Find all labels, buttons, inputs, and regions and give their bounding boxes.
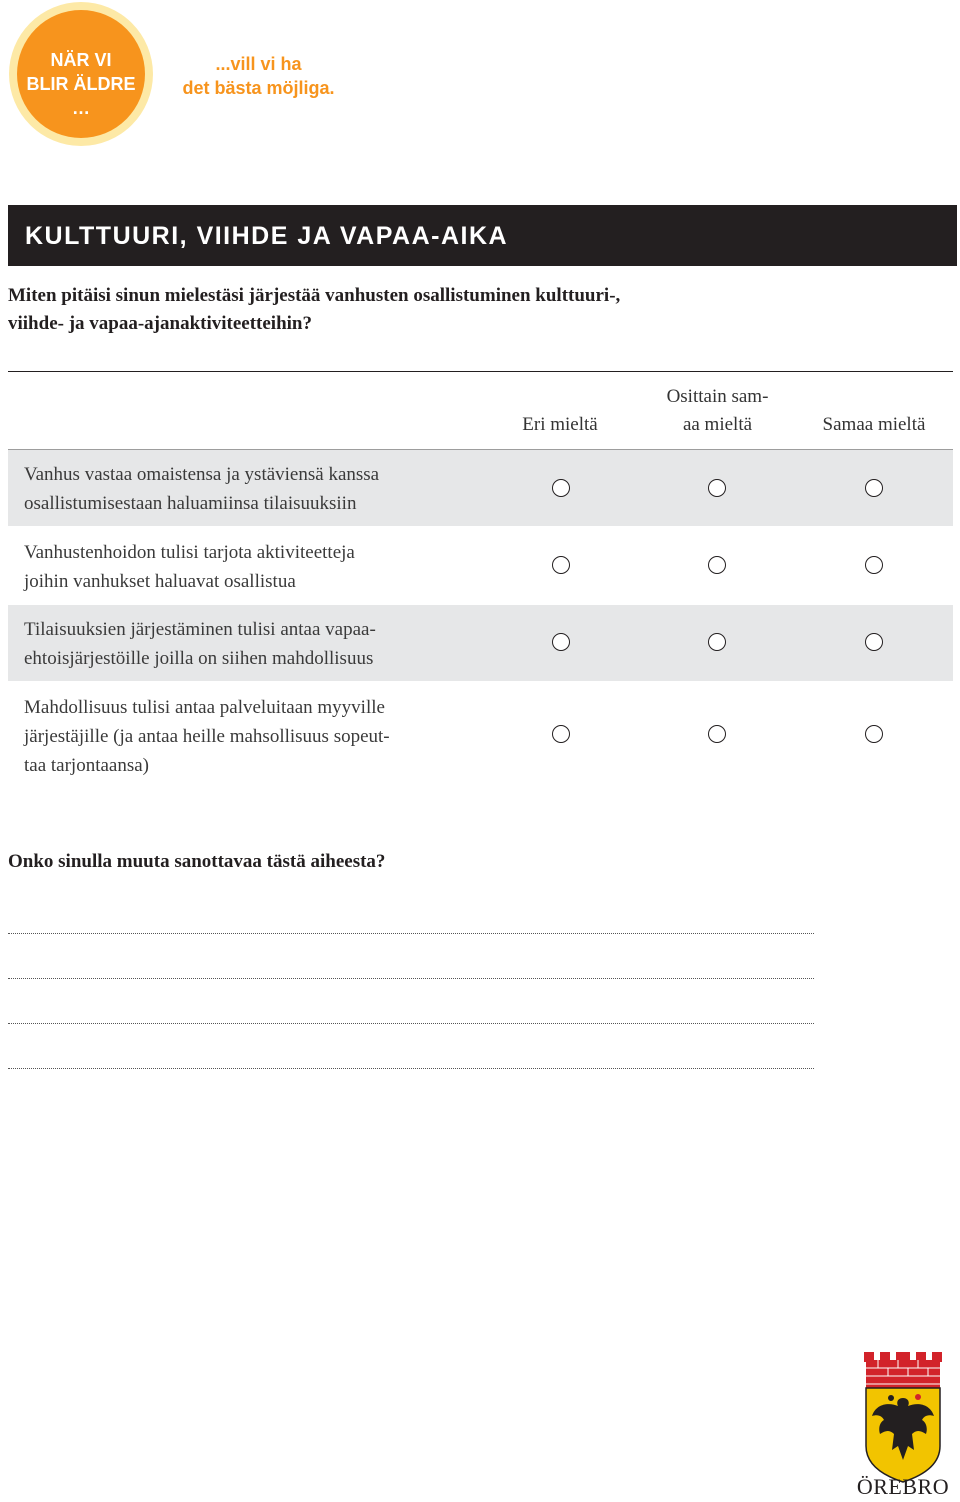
statement-row-1 — [8, 450, 953, 526]
statement-1-line-2: osallistumisestaan haluamiinsa tilaisuuksiin — [24, 493, 357, 514]
section-title: KULTTUURI, VIIHDE JA VAPAA-AIKA — [25, 222, 509, 250]
question-open: Onko sinulla muuta sanottavaa tästä aiheesta? — [8, 851, 386, 872]
statement-4-line-1: Mahdollisuus tulisi antaa palveluitaan myyville — [24, 697, 385, 718]
radio-row4-agree[interactable] — [865, 725, 883, 743]
statement-1-line-1: Vanhus vastaa omaistensa ja ystäviensä kanssa — [24, 464, 380, 485]
statement-2-line-1: Vanhustenhoidon tulisi tarjota aktiviteetteja — [24, 542, 355, 563]
column-header-partly-agree-line-1: Osittain sam- — [666, 386, 769, 407]
answer-line-2[interactable] — [8, 978, 814, 979]
logo-circle — [17, 10, 145, 138]
tagline-line-1: ...vill vi ha — [215, 54, 302, 74]
statement-3-line-2: ehtoisjärjestöille joilla on siihen mahdollisuus — [24, 648, 374, 669]
radio-row3-partly-agree[interactable] — [708, 633, 726, 651]
statement-row-4 — [8, 682, 953, 788]
question-main — [8, 282, 908, 338]
statement-text-1 — [24, 460, 464, 518]
statement-text-4 — [24, 693, 474, 780]
column-header-disagree: Eri mieltä — [522, 414, 598, 435]
statement-4-line-2: järjestäjille (ja antaa heille mahsollisuus sopeut- — [24, 726, 390, 747]
tagline-line-2: det bästa möjliga. — [182, 78, 335, 98]
column-header-partly-agree-line-2: aa mieltä — [682, 414, 753, 435]
logo-text — [17, 48, 145, 120]
radio-row3-disagree[interactable] — [552, 633, 570, 651]
answer-line-4[interactable] — [8, 1068, 814, 1069]
statement-4-line-3: taa tarjontaansa) — [24, 755, 150, 776]
radio-row2-partly-agree[interactable] — [708, 556, 726, 574]
radio-row4-partly-agree[interactable] — [708, 725, 726, 743]
radio-row4-disagree[interactable] — [552, 725, 570, 743]
statement-text-2 — [24, 538, 464, 596]
logo-line-1: NÄR VI — [50, 50, 112, 70]
logo-line-2: BLIR ÄLDRE — [26, 74, 136, 94]
radio-row2-agree[interactable] — [865, 556, 883, 574]
question-line-2: viihde- ja vapaa-ajanaktiviteetteihin? — [8, 313, 312, 334]
logo-line-3: … — [72, 98, 90, 118]
radio-row1-partly-agree[interactable] — [708, 479, 726, 497]
orebro-wordmark: ÖREBRO — [856, 1474, 950, 1499]
logo-badge — [9, 2, 153, 146]
statement-row-2 — [8, 527, 953, 604]
table-top-rule — [8, 371, 953, 372]
section-header-bar — [8, 205, 957, 266]
answer-line-3[interactable] — [8, 1023, 814, 1024]
answer-line-1[interactable] — [8, 933, 814, 934]
radio-row2-disagree[interactable] — [552, 556, 570, 574]
column-header-partly-agree — [640, 383, 795, 439]
column-header-agree: Samaa mieltä — [822, 414, 926, 435]
radio-row1-disagree[interactable] — [552, 479, 570, 497]
radio-row3-agree[interactable] — [865, 633, 883, 651]
question-line-1: Miten pitäisi sinun mielestäsi järjestää vanhusten osallistuminen kulttuuri-, — [8, 285, 621, 306]
statement-2-line-2: joihin vanhukset haluavat osallistua — [24, 571, 296, 592]
statement-3-line-1: Tilaisuuksien järjestäminen tulisi antaa vapaa- — [24, 619, 376, 640]
radio-row1-agree[interactable] — [865, 479, 883, 497]
statement-row-3 — [8, 605, 953, 681]
statement-text-3 — [24, 615, 464, 673]
tagline — [176, 52, 341, 100]
